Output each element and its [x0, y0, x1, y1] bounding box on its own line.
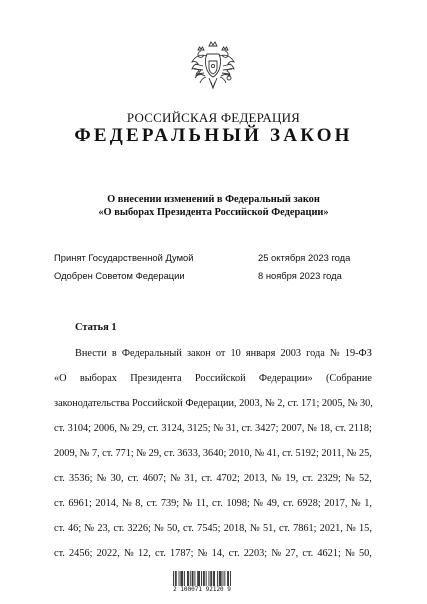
article-word: 2018,	[223, 523, 247, 534]
article-word: 2006,	[93, 423, 117, 434]
article-word: №	[350, 498, 361, 509]
law-title-line: О внесении изменений в Федеральный закон	[107, 194, 320, 205]
barcode-number: 2 100071 92120 9	[173, 586, 231, 593]
barcode-bar	[188, 571, 189, 586]
article-word: 2013,	[244, 473, 268, 484]
article-word: 2017,	[324, 498, 348, 509]
barcode-bar	[220, 571, 221, 586]
article-word: ст.	[302, 548, 314, 559]
council-approval-label: Одобрен Советом Федерации	[54, 270, 185, 281]
article-line	[54, 448, 372, 459]
article-word: ст.	[54, 548, 65, 559]
barcode-bar	[228, 571, 229, 586]
barcode-bar	[182, 571, 183, 586]
article-word: №	[345, 548, 355, 559]
article-word: 739;	[160, 498, 180, 509]
article-word: 19,	[285, 473, 299, 484]
article-word: ст.	[147, 423, 159, 434]
article-word: 14,	[211, 548, 225, 559]
article-word: №	[119, 423, 130, 434]
barcode-bar	[227, 571, 228, 586]
article-word: 1787;	[170, 548, 194, 559]
barcode-bar	[210, 571, 211, 586]
barcode-bar	[193, 571, 194, 586]
article-word: 2456;	[69, 548, 93, 559]
article-word: 1098;	[226, 498, 250, 509]
barcode-bar	[201, 571, 202, 586]
article-word: ст.	[163, 448, 175, 459]
barcode-bar	[223, 571, 224, 586]
barcode-bar	[179, 571, 180, 586]
article-word: 3536;	[69, 473, 93, 484]
article-word: №	[254, 448, 265, 459]
article-word: закон	[186, 348, 211, 359]
article-word: Внести	[75, 348, 107, 359]
article-word: от	[215, 348, 226, 359]
article-word: 2021,	[319, 523, 343, 534]
article-word: 771;	[115, 448, 134, 459]
article-word: ст.	[102, 448, 114, 459]
article-word: №	[329, 348, 340, 359]
article-line	[54, 423, 372, 434]
article-word: ст.	[282, 448, 293, 459]
article-word: Российской	[194, 373, 246, 384]
article-word: №	[123, 548, 134, 559]
article-heading: Статья 1	[75, 322, 117, 333]
article-word: №	[182, 498, 193, 509]
article-word: ст.	[241, 423, 253, 434]
article-word: №	[121, 498, 132, 509]
article-word: 7861;	[293, 523, 317, 534]
article-word: №	[84, 523, 95, 534]
article-word: ст.	[127, 473, 139, 484]
article-word: ст.	[183, 523, 194, 534]
article-word: законодательства Российской Федерации, 2003, № 2, ст. 171; 2005, № 30,	[54, 398, 373, 409]
article-word: 29,	[132, 423, 146, 434]
article-word: в	[111, 348, 117, 359]
article-word: 8,	[135, 498, 144, 509]
article-line	[54, 398, 372, 409]
article-word: 27,	[285, 548, 299, 559]
article-word: 2011,	[321, 448, 345, 459]
article-line	[54, 473, 372, 484]
article-word: 29,	[148, 448, 162, 459]
article-word: 4621;	[317, 548, 341, 559]
article-word: №	[154, 523, 164, 534]
article-word: 2118;	[348, 423, 372, 434]
barcode-bar	[221, 571, 222, 586]
article-word: 4702;	[216, 473, 240, 484]
article-word: ст.	[146, 498, 158, 509]
barcode-bar	[192, 571, 193, 586]
article-word: 50,	[167, 523, 180, 534]
article-word: ст.	[302, 473, 314, 484]
barcode-bar	[198, 571, 199, 586]
article-word: 52,	[358, 473, 372, 484]
barcode-bar	[209, 571, 210, 586]
article-word: ст.	[201, 473, 213, 484]
article-word: Федерации»	[258, 373, 313, 384]
article-word: 49,	[266, 498, 280, 509]
article-word: №	[346, 448, 357, 459]
article-word: 31,	[184, 473, 198, 484]
article-line	[54, 498, 372, 509]
article-word: 2022,	[96, 548, 120, 559]
council-approval-date: 8 ноября 2023 года	[258, 270, 342, 281]
article-word: 3124,	[161, 423, 185, 434]
barcode-icon	[173, 571, 231, 586]
article-word: 46;	[68, 523, 82, 534]
article-word: 30,	[110, 473, 124, 484]
barcode-bar	[203, 571, 204, 586]
article-line	[54, 548, 372, 559]
barcode-bar	[206, 571, 207, 586]
barcode-bar	[175, 571, 176, 586]
article-word: ст.	[228, 548, 240, 559]
article-word: 3640;	[202, 448, 227, 459]
article-word: 3226;	[127, 523, 151, 534]
article-word: ст.	[282, 498, 294, 509]
article-word: ст.	[211, 498, 223, 509]
barcode-bar	[173, 571, 174, 586]
barcode-bar	[224, 571, 225, 586]
article-word: 4607;	[142, 473, 167, 484]
article-word: №	[136, 448, 147, 459]
article-word: ст.	[54, 523, 65, 534]
article-word: 5192;	[295, 448, 319, 459]
article-word: 3104;	[67, 423, 92, 434]
barcode-bar	[211, 571, 212, 586]
article-word: №	[170, 473, 181, 484]
article-word: (Собрание	[325, 373, 372, 384]
article-word: 51,	[263, 523, 276, 534]
article-word: 10	[230, 348, 241, 359]
article-word: №	[346, 523, 356, 534]
article-word: 2003	[280, 348, 302, 359]
barcode-bar	[187, 571, 188, 586]
article-word: Президента	[130, 373, 182, 384]
article-word: ст.	[54, 423, 65, 434]
article-word: №	[271, 473, 282, 484]
article-word: 31,	[225, 423, 239, 434]
article-word: №	[253, 498, 264, 509]
article-word: №	[96, 473, 107, 484]
article-word: 15,	[359, 523, 372, 534]
article-word: ст.	[54, 473, 65, 484]
article-word: января	[245, 348, 276, 359]
barcode-bar	[176, 571, 177, 586]
article-word: 25,	[358, 448, 372, 459]
article-word: №	[271, 548, 282, 559]
barcode-bar	[181, 571, 182, 586]
article-word: ст.	[54, 498, 65, 509]
article-word: 11,	[195, 498, 209, 509]
article-word: «О	[54, 373, 67, 384]
country-heading: РОССИЙСКАЯ ФЕДЕРАЦИЯ	[126, 110, 301, 125]
article-line	[54, 523, 372, 534]
article-word: 3125;	[187, 423, 211, 434]
article-word: Федеральный	[121, 348, 182, 359]
article-word: 19-ФЗ	[344, 348, 372, 359]
barcode-bar	[217, 571, 218, 586]
barcode-bar	[214, 571, 215, 586]
article-line	[75, 348, 372, 359]
article-word: №	[197, 548, 208, 559]
article-word: ст.	[155, 548, 166, 559]
article-word: №	[250, 523, 260, 534]
article-word: №	[307, 423, 317, 434]
article-word: 7545;	[197, 523, 221, 534]
article-line	[54, 373, 372, 384]
barcode-bar	[219, 571, 220, 586]
barcode-bar	[213, 571, 214, 586]
article-word: 6961;	[68, 498, 92, 509]
article-word: №	[345, 473, 355, 484]
article-word: ст.	[113, 523, 125, 534]
barcode-bar	[184, 571, 185, 586]
state-emblem-icon	[189, 40, 237, 94]
article-word: ст.	[335, 423, 347, 434]
law-title	[0, 193, 427, 219]
article-word: 12,	[137, 548, 151, 559]
article-word: 23,	[97, 523, 111, 534]
barcode-bar	[190, 571, 191, 586]
article-word: 3633,	[177, 448, 201, 459]
duma-adoption-date: 25 октября 2023 года	[258, 252, 351, 263]
article-word: 50,	[358, 548, 372, 559]
barcode-bar	[180, 571, 181, 586]
barcode-bar	[199, 571, 200, 586]
article-word: 6928;	[297, 498, 321, 509]
article-word: 7,	[91, 448, 100, 459]
article-word: 2014,	[95, 498, 119, 509]
barcode-bar	[204, 571, 205, 586]
barcode-bar	[195, 571, 196, 586]
article-word: 2009,	[54, 448, 78, 459]
article-word: выборах	[79, 373, 117, 384]
duma-adoption-label: Принят Государственной Думой	[54, 252, 194, 263]
article-word: ст.	[279, 523, 290, 534]
article-word: №	[79, 448, 90, 459]
document-type-heading: ФЕДЕРАЛЬНЫЙ ЗАКОН	[74, 125, 353, 146]
article-word: 2010,	[228, 448, 252, 459]
article-word: 18,	[319, 423, 333, 434]
article-word: 2007,	[281, 423, 305, 434]
barcode-bar	[197, 571, 198, 586]
article-word: 41,	[266, 448, 280, 459]
article-word: года	[306, 348, 325, 359]
article-word: №	[213, 423, 224, 434]
article-word: 3427;	[255, 423, 279, 434]
article-word: 2203;	[243, 548, 268, 559]
law-title-line: «О выборах Президента Российской Федерации»	[98, 207, 329, 218]
article-word: 1,	[364, 498, 372, 509]
barcode-bar	[230, 571, 231, 586]
article-word: 2329;	[317, 473, 341, 484]
